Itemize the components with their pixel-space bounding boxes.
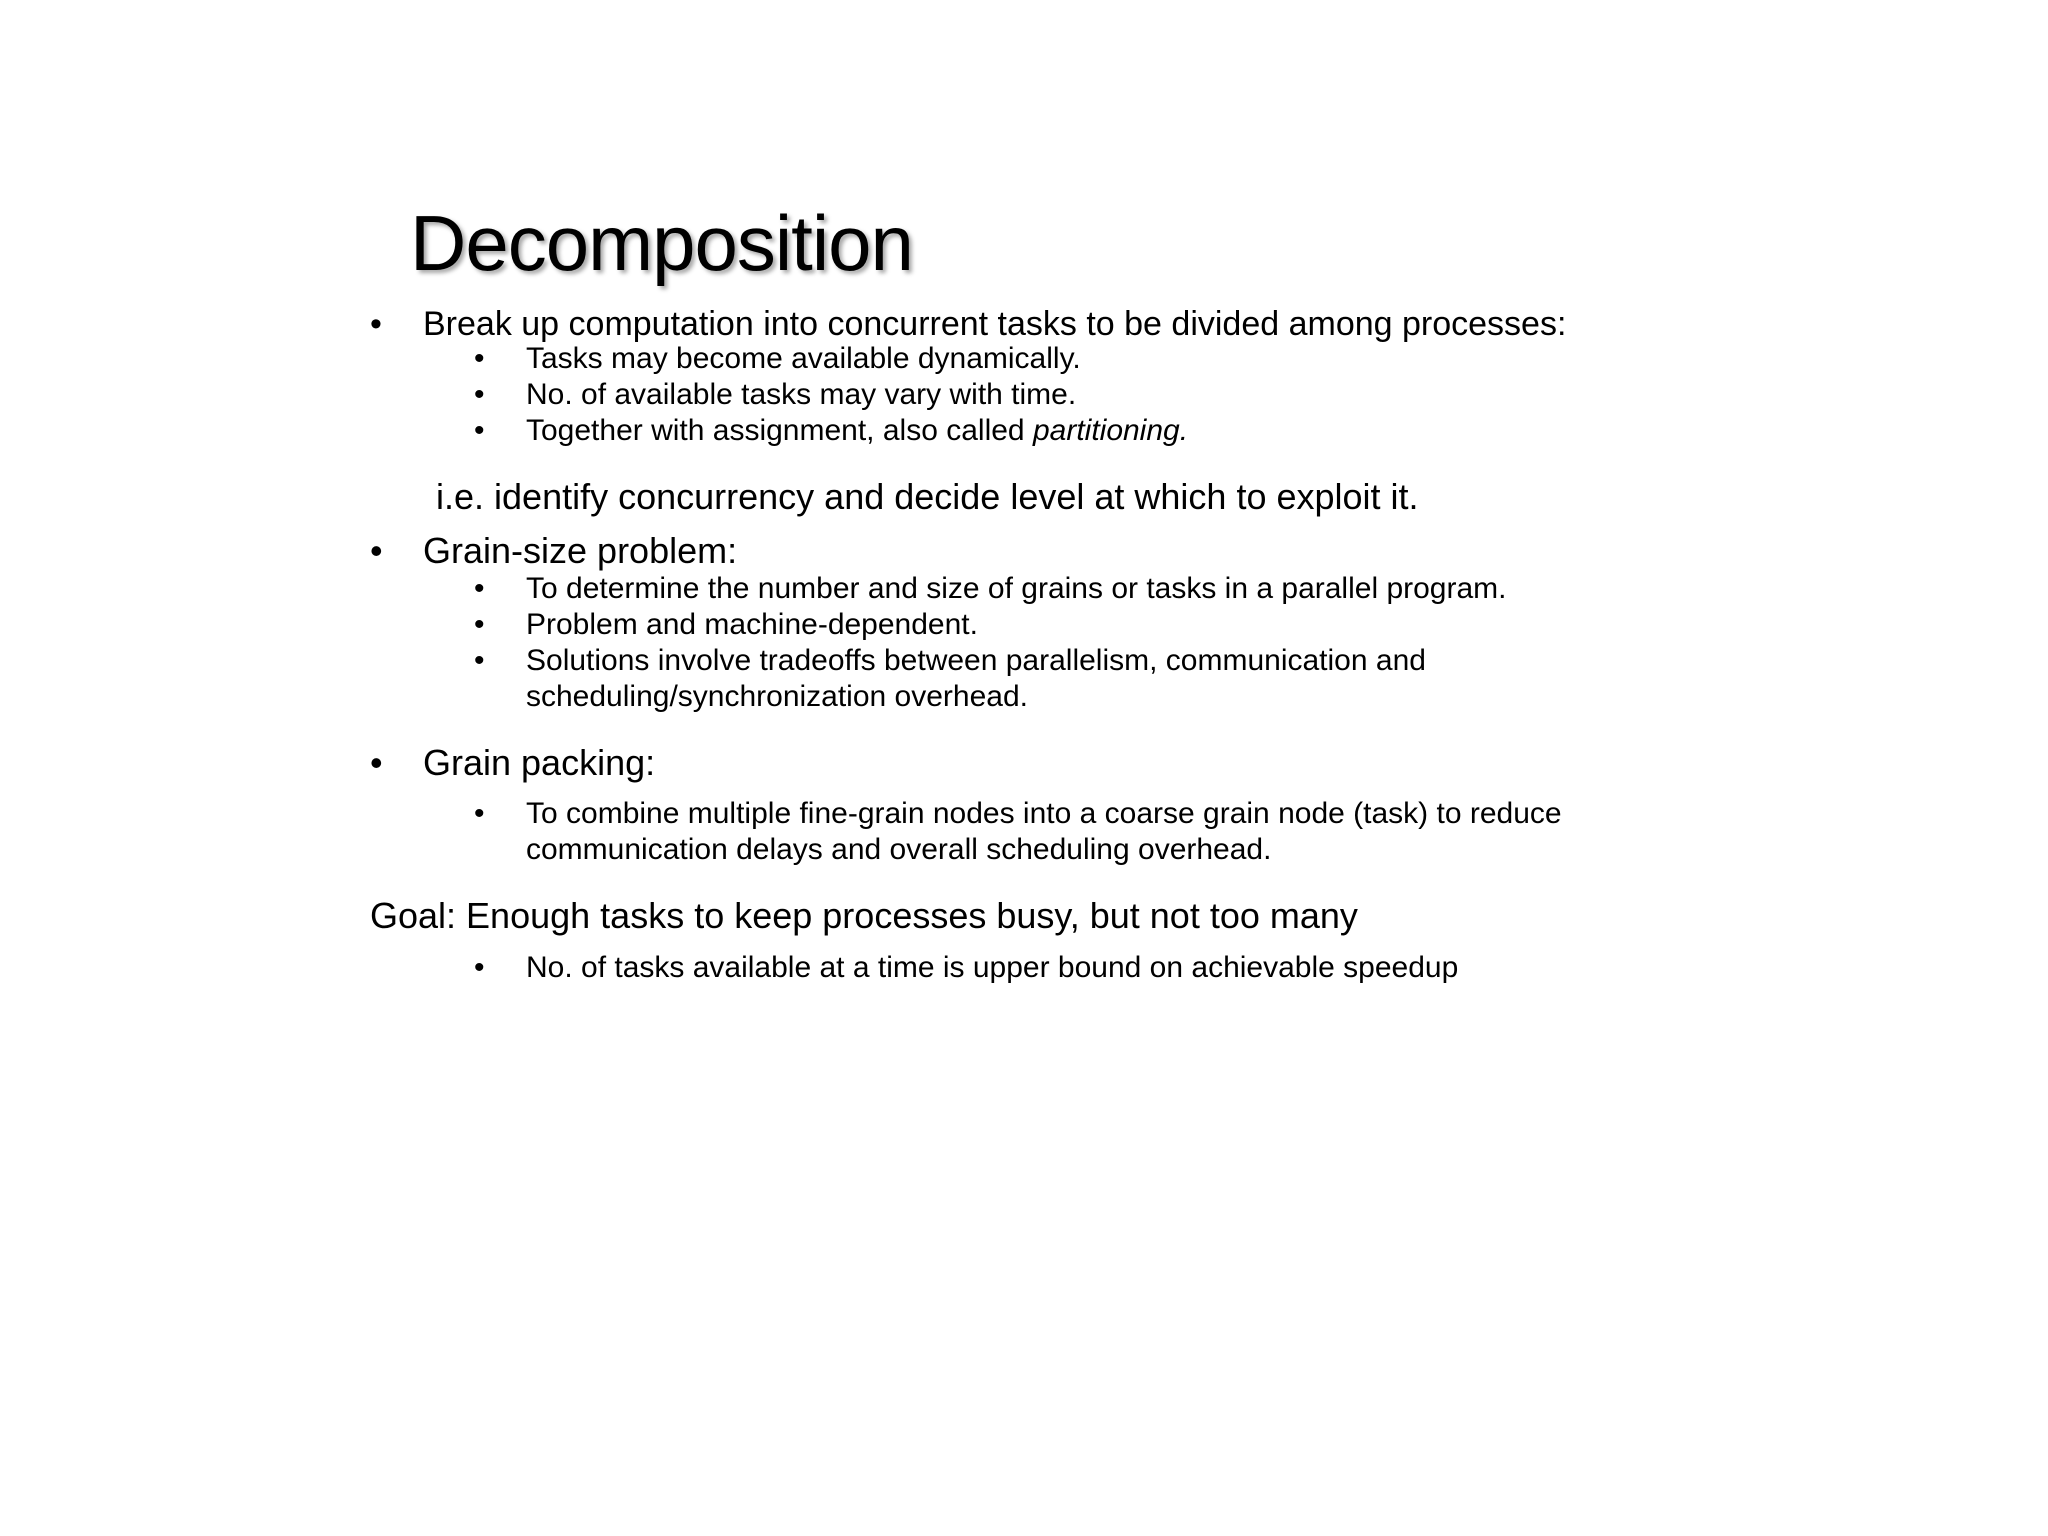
sub-bullet-text: No. of available tasks may vary with time. (526, 378, 1077, 411)
bullet-icon: • (370, 742, 383, 783)
bullet-icon: • (474, 951, 485, 984)
bullet-icon: • (370, 305, 382, 343)
sub-bullet-text: To determine the number and size of grains or tasks in a parallel program. (526, 572, 1507, 605)
bullet-icon: • (474, 797, 485, 830)
sub-bullet-text: No. of tasks available at a time is upper bound on achievable speedup (526, 951, 1459, 984)
bullet-icon: • (474, 608, 485, 641)
bullet-icon: • (474, 378, 485, 411)
ie-line: i.e. identify concurrency and decide level at which to exploit it. (436, 476, 1419, 517)
sub-bullet-text (526, 413, 1188, 449)
slide-title: Decomposition (410, 199, 913, 287)
sub-bullet-text: Problem and machine-dependent. (526, 608, 978, 641)
bullet-icon: • (474, 644, 485, 677)
goal-line: Goal: Enough tasks to keep processes busy, but not too many (370, 895, 1358, 936)
bullet-icon: • (474, 414, 485, 447)
bullet-text: Grain-size problem: (423, 530, 738, 571)
sub-bullet-continuation: scheduling/synchronization overhead. (526, 680, 1028, 713)
bullet-icon: • (370, 530, 383, 571)
sub-bullet-text-plain: Together with assignment, also called (526, 414, 1033, 447)
bullet-text: Grain packing: (423, 742, 656, 783)
sub-bullet-text: To combine multiple fine-grain nodes into a coarse grain node (task) to reduce (526, 797, 1562, 830)
sub-bullet-text: Tasks may become available dynamically. (526, 342, 1081, 375)
sub-bullet-continuation: communication delays and overall scheduling overhead. (526, 833, 1272, 866)
bullet-icon: • (474, 342, 485, 375)
bullet-text: Break up computation into concurrent tasks to be divided among processes: (423, 305, 1567, 343)
bullet-icon: • (474, 572, 485, 605)
sub-bullet-text-italic: partitioning. (1032, 414, 1189, 447)
sub-bullet-text: Solutions involve tradeoffs between parallelism, communication and (526, 644, 1426, 677)
